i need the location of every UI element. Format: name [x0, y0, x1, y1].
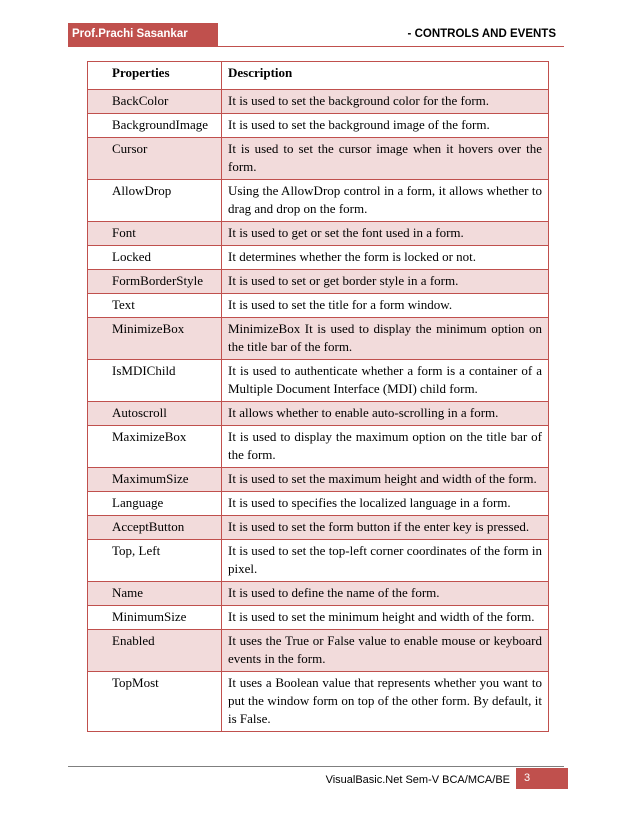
- property-name-cell: Locked: [88, 246, 222, 270]
- header-topic: - CONTROLS AND EVENTS: [407, 28, 556, 40]
- property-description-cell: It is used to set the maximum height and width of the form.: [222, 468, 549, 492]
- table-row: [88, 516, 549, 540]
- table-row: [88, 294, 549, 318]
- property-description-cell: It is used to authenticate whether a form is a container of a Multiple Document Interface (MDI) child form.: [222, 360, 549, 402]
- table-row: [88, 540, 549, 582]
- property-name-cell: MinimumSize: [88, 606, 222, 630]
- property-name-cell: Autoscroll: [88, 402, 222, 426]
- property-description-cell: It is used to define the name of the form.: [222, 582, 549, 606]
- table-row: [88, 426, 549, 468]
- property-description-cell: It is used to set or get border style in a form.: [222, 270, 549, 294]
- property-description-cell: It is used to specifies the localized language in a form.: [222, 492, 549, 516]
- property-name-cell: AcceptButton: [88, 516, 222, 540]
- page-header: [68, 23, 564, 46]
- column-header-properties: Properties: [88, 62, 222, 90]
- property-name-cell: Font: [88, 222, 222, 246]
- property-description-cell: It is used to display the maximum option on the title bar of the form.: [222, 426, 549, 468]
- property-name-cell: MaximumSize: [88, 468, 222, 492]
- header-author: Prof.Prachi Sasankar: [68, 23, 218, 46]
- property-name-cell: Text: [88, 294, 222, 318]
- table-row: [88, 90, 549, 114]
- table-row: [88, 672, 549, 732]
- table-row: [88, 630, 549, 672]
- page-number: 3: [516, 768, 568, 789]
- property-description-cell: MinimizeBox It is used to display the minimum option on the title bar of the form.: [222, 318, 549, 360]
- property-name-cell: BackgroundImage: [88, 114, 222, 138]
- property-name-cell: Cursor: [88, 138, 222, 180]
- property-description-cell: It is used to set the top-left corner coordinates of the form in pixel.: [222, 540, 549, 582]
- table-row: [88, 468, 549, 492]
- table-row: [88, 582, 549, 606]
- property-name-cell: Enabled: [88, 630, 222, 672]
- property-description-cell: It is used to set the background color for the form.: [222, 90, 549, 114]
- properties-table: [87, 61, 549, 732]
- property-name-cell: TopMost: [88, 672, 222, 732]
- column-header-description: Description: [222, 62, 549, 90]
- property-name-cell: Name: [88, 582, 222, 606]
- table-row: [88, 606, 549, 630]
- property-name-cell: BackColor: [88, 90, 222, 114]
- table-row: [88, 246, 549, 270]
- property-description-cell: It is used to set the title for a form window.: [222, 294, 549, 318]
- property-description-cell: It is used to set the minimum height and width of the form.: [222, 606, 549, 630]
- table-row: [88, 222, 549, 246]
- table-header-row: [88, 62, 549, 90]
- table-body: [88, 90, 549, 732]
- table-row: [88, 402, 549, 426]
- property-description-cell: It determines whether the form is locked or not.: [222, 246, 549, 270]
- property-name-cell: Top, Left: [88, 540, 222, 582]
- property-description-cell: Using the AllowDrop control in a form, it allows whether to drag and drop on the form.: [222, 180, 549, 222]
- property-name-cell: IsMDIChild: [88, 360, 222, 402]
- property-description-cell: It is used to get or set the font used in a form.: [222, 222, 549, 246]
- property-description-cell: It is used to set the background image of the form.: [222, 114, 549, 138]
- property-name-cell: FormBorderStyle: [88, 270, 222, 294]
- property-description-cell: It allows whether to enable auto-scrolling in a form.: [222, 402, 549, 426]
- property-description-cell: It is used to set the form button if the enter key is pressed.: [222, 516, 549, 540]
- property-name-cell: MaximizeBox: [88, 426, 222, 468]
- property-name-cell: MinimizeBox: [88, 318, 222, 360]
- table-row: [88, 114, 549, 138]
- table-row: [88, 138, 549, 180]
- property-description-cell: It uses a Boolean value that represents whether you want to put the window form on top of the other form. By default, it is False.: [222, 672, 549, 732]
- property-description-cell: It is used to set the cursor image when it hovers over the form.: [222, 138, 549, 180]
- footer-course: VisualBasic.Net Sem-V BCA/MCA/BE: [325, 774, 510, 786]
- table-row: [88, 270, 549, 294]
- property-name-cell: AllowDrop: [88, 180, 222, 222]
- property-description-cell: It uses the True or False value to enable mouse or keyboard events in the form.: [222, 630, 549, 672]
- footer-divider: [68, 766, 564, 767]
- header-divider: [68, 46, 564, 47]
- table-row: [88, 180, 549, 222]
- table-row: [88, 360, 549, 402]
- table-row: [88, 492, 549, 516]
- table-row: [88, 318, 549, 360]
- property-name-cell: Language: [88, 492, 222, 516]
